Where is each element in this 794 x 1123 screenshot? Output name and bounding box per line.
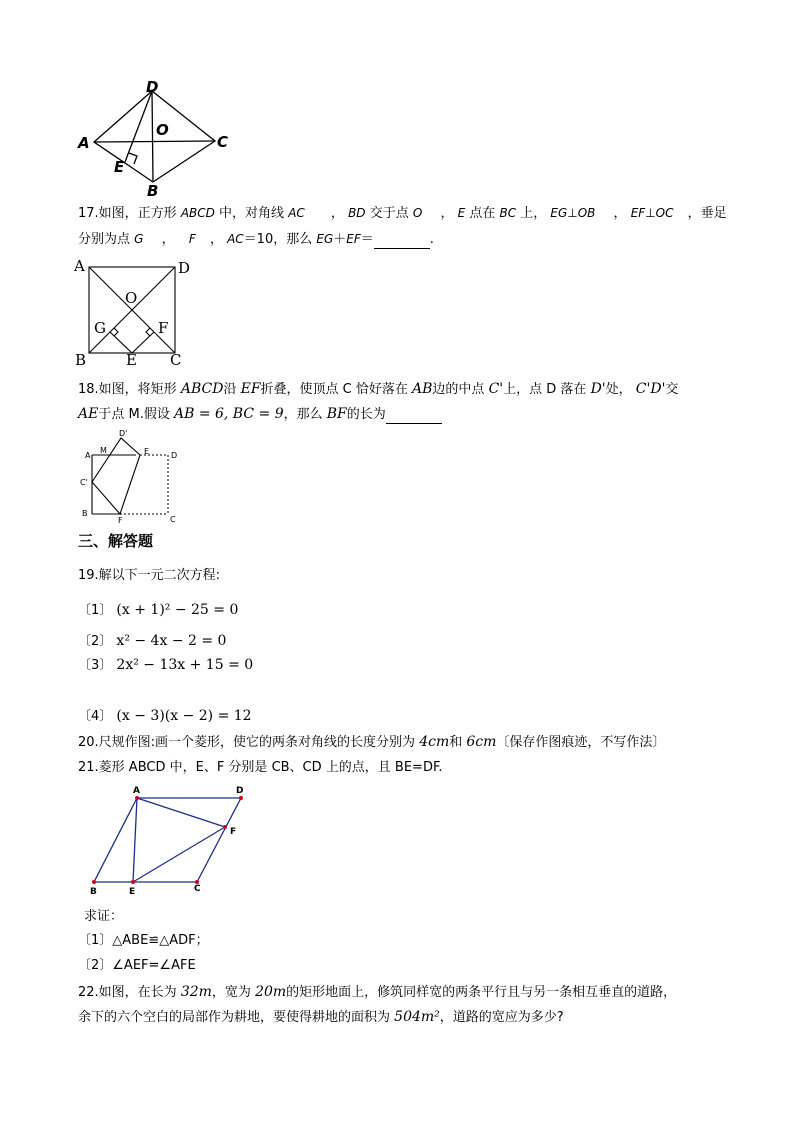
right-angle-mark-g — [114, 328, 118, 336]
figure-rhombus-16 — [70, 78, 240, 203]
q18-ab: AB — [412, 381, 433, 397]
q18-text: ，那么 — [283, 407, 323, 422]
diagonal-ac — [94, 141, 215, 142]
q21-prove: 求证： — [84, 909, 124, 924]
q19-part-3 — [78, 656, 253, 675]
label-m: M — [100, 446, 107, 455]
q17-o: O — [412, 206, 423, 220]
q17-text: 上， — [520, 206, 547, 221]
q22-width: 20m — [255, 984, 287, 1000]
q18-ae: AE — [78, 406, 99, 422]
q18-text: 处， — [605, 382, 632, 397]
rhombus-outline — [94, 798, 241, 882]
q17-bd: BD — [348, 206, 366, 220]
q17-e: E — [457, 206, 466, 220]
q17-bc: BC — [499, 206, 517, 220]
q21-stem: 21.菱形 ABCD 中，E、F 分别是 CB、CD 上的点，且 BE=DF. — [78, 760, 443, 775]
q17-text: 交于点 — [369, 206, 409, 221]
q17-text: ，垂足 — [687, 206, 727, 221]
q18-text: 上，点 D 落在 — [503, 382, 587, 397]
label-a: A — [85, 451, 91, 460]
equation-3: 2x² − 13x + 15 = 0 — [116, 657, 254, 673]
segment-ef — [132, 332, 154, 353]
label-e: E — [129, 887, 136, 897]
q18-condition: AB = 6, BC = 9 — [173, 406, 284, 422]
q22-line-2 — [78, 1008, 564, 1027]
q17-text: 中，对角线 — [219, 206, 285, 221]
part-label: 〔2〕 — [78, 634, 113, 649]
equation-4: (x − 3)(x − 2) = 12 — [116, 708, 252, 724]
label-o: O — [125, 289, 138, 307]
q20-length-1: 4cm — [419, 734, 450, 750]
q18-bf: BF — [326, 406, 347, 422]
q17-text: 点在 — [469, 206, 496, 221]
label-f: F — [230, 827, 237, 837]
q21-part-1 — [78, 932, 209, 950]
q20-text-c: 〔保存作图痕迹，不写作法〕 — [496, 735, 666, 750]
point-b — [92, 880, 96, 884]
q18-abcd: ABCD — [180, 381, 224, 397]
figure-fold-18 — [76, 428, 186, 528]
q19-stem: 19.解以下一元二次方程: — [78, 568, 221, 583]
q20-text-b: 和 — [449, 735, 463, 750]
q22-length: 32m — [180, 984, 212, 1000]
q20-text-a: 20.尺规作图:画一个菱形，使它的两条对角线的长度分别为 — [78, 735, 416, 750]
label-d: D — [236, 786, 244, 796]
q17-ac: AC — [227, 232, 244, 246]
q20-length-2: 6cm — [466, 734, 497, 750]
q21-claim-1: △ABE≌△ADF； — [112, 933, 209, 948]
q18-text: 边的中点 — [432, 382, 485, 397]
q22-line-1 — [78, 983, 676, 1002]
q18-text: 折叠，使顶点 C 恰好落在 — [260, 382, 408, 397]
label-d: D — [146, 78, 159, 96]
q17-period: . — [429, 232, 434, 247]
q18-text: 交 — [665, 382, 679, 397]
q18-ef: EF — [240, 381, 261, 397]
q17-line-1: 17.如图，正方形 ABCD 中，对角线 AC ， BD 交于点 O ， E 点在 BC 上， EG⊥OB ， EF⊥OC ，垂足 — [78, 206, 727, 221]
q22-text: ，宽为 — [211, 985, 251, 1000]
segment-ae — [133, 798, 137, 882]
label-f: F — [158, 319, 169, 337]
q22-text: 的矩形地面上，修筑同样宽的两条平行且与另一条相互垂直的道路， — [286, 985, 677, 1000]
q18-c-prime: C' — [488, 381, 504, 397]
label-e: E — [144, 447, 150, 456]
q19-part-1 — [78, 601, 238, 620]
label-o: O — [156, 121, 169, 139]
point-f — [223, 825, 227, 829]
figure-square-17 — [72, 258, 202, 370]
q17-ef-perp-oc: EF⊥OC — [630, 206, 674, 220]
q17-text: 17.如图，正方形 — [78, 206, 177, 221]
section-heading: 三、解答题 — [78, 532, 154, 550]
q22-text: ，道路的宽应为多少? — [439, 1010, 564, 1025]
label-g: G — [94, 319, 106, 337]
vertex-points — [92, 796, 243, 884]
q17-plus: ＋ — [333, 232, 347, 247]
q19-part-4 — [78, 707, 252, 726]
q19-part-2 — [78, 632, 226, 651]
q18-text: 的长为 — [346, 407, 386, 422]
segment-de — [125, 91, 152, 162]
q17-eg-perp-ob: EG⊥OB — [550, 206, 596, 220]
label-c: C — [194, 884, 201, 894]
q18-d-prime: D' — [590, 381, 606, 397]
right-angle-mark — [129, 153, 137, 164]
equation-2: x² − 4x − 2 = 0 — [116, 633, 227, 649]
label-a: A — [78, 134, 90, 152]
part-label: 〔2〕 — [78, 958, 113, 973]
q17-eg: EG — [316, 232, 334, 246]
label-a: A — [74, 257, 85, 275]
label-b: B — [75, 351, 87, 369]
label-c-prime: C' — [80, 478, 88, 487]
q20-text — [78, 733, 665, 752]
label-a: A — [133, 786, 140, 796]
q22-area: 504m² — [394, 1009, 440, 1025]
label-b: B — [82, 509, 88, 518]
label-c: C — [170, 515, 176, 524]
q17-line-2: 分别为点 G ， F ， AC＝10，那么 EG＋EF＝ . — [78, 232, 434, 247]
answer-blank-17[interactable] — [374, 234, 430, 249]
q21-claim-2: ∠AEF=∠AFE — [112, 958, 196, 973]
q18-text: 沿 — [223, 382, 237, 397]
q22-text: 22.如图，在长为 — [78, 985, 177, 1000]
label-d: D — [171, 451, 178, 460]
label-b: B — [147, 182, 159, 200]
part-label: 〔3〕 — [78, 658, 113, 673]
point-a — [135, 796, 139, 800]
q18-line-1 — [78, 380, 678, 399]
q17-ac: AC — [288, 206, 305, 220]
q17-text: ＝10，那么 — [243, 232, 313, 247]
q18-c-prime-d-prime: C'D' — [635, 381, 666, 397]
figure-rhombus-21 — [84, 784, 259, 896]
q18-line-2 — [78, 405, 442, 424]
q18-text: 18.如图，将矩形 — [78, 382, 177, 397]
point-e — [131, 880, 135, 884]
label-c: C — [170, 351, 182, 369]
q18-text: 于点 M.假设 — [98, 407, 170, 422]
answer-blank-18[interactable] — [386, 409, 442, 424]
q17-g: G — [134, 232, 144, 246]
q21-part-2 — [78, 957, 196, 975]
q17-f: F — [188, 232, 196, 246]
q22-text: 余下的六个空白的局部作为耕地，要使得耕地的面积为 — [78, 1010, 391, 1025]
label-b: B — [90, 887, 97, 897]
diagonal-bd — [152, 91, 153, 182]
q17-ef: EF — [346, 232, 361, 246]
label-f: F — [118, 516, 123, 525]
point-d — [239, 796, 243, 800]
q17-equals: ＝ — [360, 232, 374, 247]
part-label: 〔1〕 — [78, 603, 113, 618]
segment-eg — [110, 332, 132, 353]
label-c: C — [217, 133, 229, 151]
segment-af — [137, 798, 225, 827]
q17-text: 分别为点 — [78, 232, 131, 247]
rhombus-outline — [94, 91, 215, 182]
label-e: E — [126, 351, 137, 369]
part-label: 〔1〕 — [78, 933, 113, 948]
right-angle-mark-f — [146, 328, 150, 336]
equation-1: (x + 1)² − 25 = 0 — [116, 602, 239, 618]
label-d-prime: D' — [119, 429, 128, 438]
label-e: E — [114, 158, 125, 176]
part-label: 〔4〕 — [78, 709, 113, 724]
label-d: D — [178, 259, 191, 277]
q17-abcd: ABCD — [180, 206, 215, 220]
